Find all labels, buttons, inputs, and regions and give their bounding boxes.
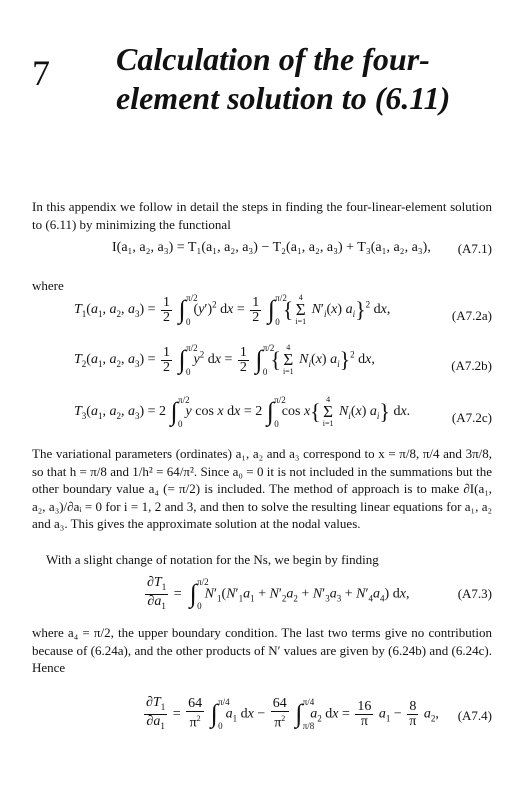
equation-body: $\frac{\partial T_1}{\partial a_1}$ = ∫ π/2 0 $N'_1(N'_1a_1 + N'_2a_2 + N'_3a_3 + N'_4a_4)$ dx, <box>147 575 410 612</box>
equation-label: (A7.2a) <box>451 308 492 323</box>
parameters-paragraph: The variational parameters (ordinates) a₁, a₂ and a₃ correspond to x = π/8, π/4 and 3π/8, so that h = π/8 and 1/h² = 64/π². Since a₀ = 0 it is not included in the summations but the other boundary value a₄ (= π/2) is included. The method of approach is to make ∂I(a₁, a₂, a₃)/∂aᵢ = 0 for i = 1, 2 and 3, and then to solve the resulting linear equations for a₁, a₂ and a₃. This gives the approximate solution at the nodal values. <box>32 446 492 531</box>
equation-a7-4 <box>0 688 526 744</box>
equation-a7-3 <box>0 570 526 620</box>
after-paragraph: where a₄ = π/2, the upper boundary condition. The last two terms give no contribution because of (6.24a), and the other products of N′ values are given by (6.24b) and (6.24c). Hence <box>32 625 492 675</box>
chapter-number: 7 <box>32 53 50 93</box>
chapter-title: Calculation of the four-element solution to (6.11) <box>116 41 451 116</box>
equation-label: (A7.2b) <box>451 358 492 373</box>
equation-a7-2b <box>0 338 526 388</box>
equation-a7-1 <box>0 230 526 270</box>
equation-label: (A7.2c) <box>451 410 492 425</box>
equation-body: I(a₁, a₂, a₃) = T₁(a₁, a₂, a₃) − T₂(a₁, a₂, a₃) + T₃(a₁, a₂, a₃), <box>112 240 431 255</box>
equation-body: $T_2(a_1$, $a_2$, $a_3$) = $\frac{1}{2}$ ∫ π/2 0 $y^2$ dx = $\frac{1}{2}$ ∫ π/2 0 { 4 Σ i=1 $N_i(x)$ $a_i\}^2$ dx, <box>74 343 375 377</box>
equation-body: $T_1(a_1$, $a_2$, $a_3$) = $\frac{1}{2}$ ∫ π/2 0 $(y')^2$ dx = $\frac{1}{2}$ ∫ π/2 0 { 4 Σ i=1 $N'_i(x)$ $a_i\}^2$ dx, <box>74 293 391 327</box>
intro-paragraph: In this appendix we follow in detail the steps in finding the four-linear-element solution to (6.11) by minimizing the functional <box>32 199 492 232</box>
equation-body: $\frac{\partial T_1}{\partial a_1}$ = $\frac{64}{\pi^2}$ ∫ π/4 0 $a_1$ dx − $\frac{64}{\pi^2}$ ∫ π/4 π/8 $a_2$ dx = $\frac{16}{\pi}$ $a_1$ − $\frac{8}{\pi}$ $a_2$, <box>146 695 439 732</box>
equation-label: (A7.3) <box>457 586 492 601</box>
where-label: where <box>32 278 64 293</box>
equation-body: $T_3(a_1$, $a_2$, $a_3) = 2$ ∫ π/2 0 y cos x dx = 2 ∫ π/2 0 cos x{ 4 Σ i=1 $N_i(x)$ $a_i$} dx. <box>74 395 411 429</box>
equation-a7-2c <box>0 390 526 440</box>
equation-label: (A7.4) <box>457 708 492 723</box>
equation-a7-2a <box>0 288 526 338</box>
equation-label: (A7.1) <box>457 241 492 256</box>
notation-paragraph: With a slight change of notation for the Ns, we begin by finding <box>46 552 379 567</box>
